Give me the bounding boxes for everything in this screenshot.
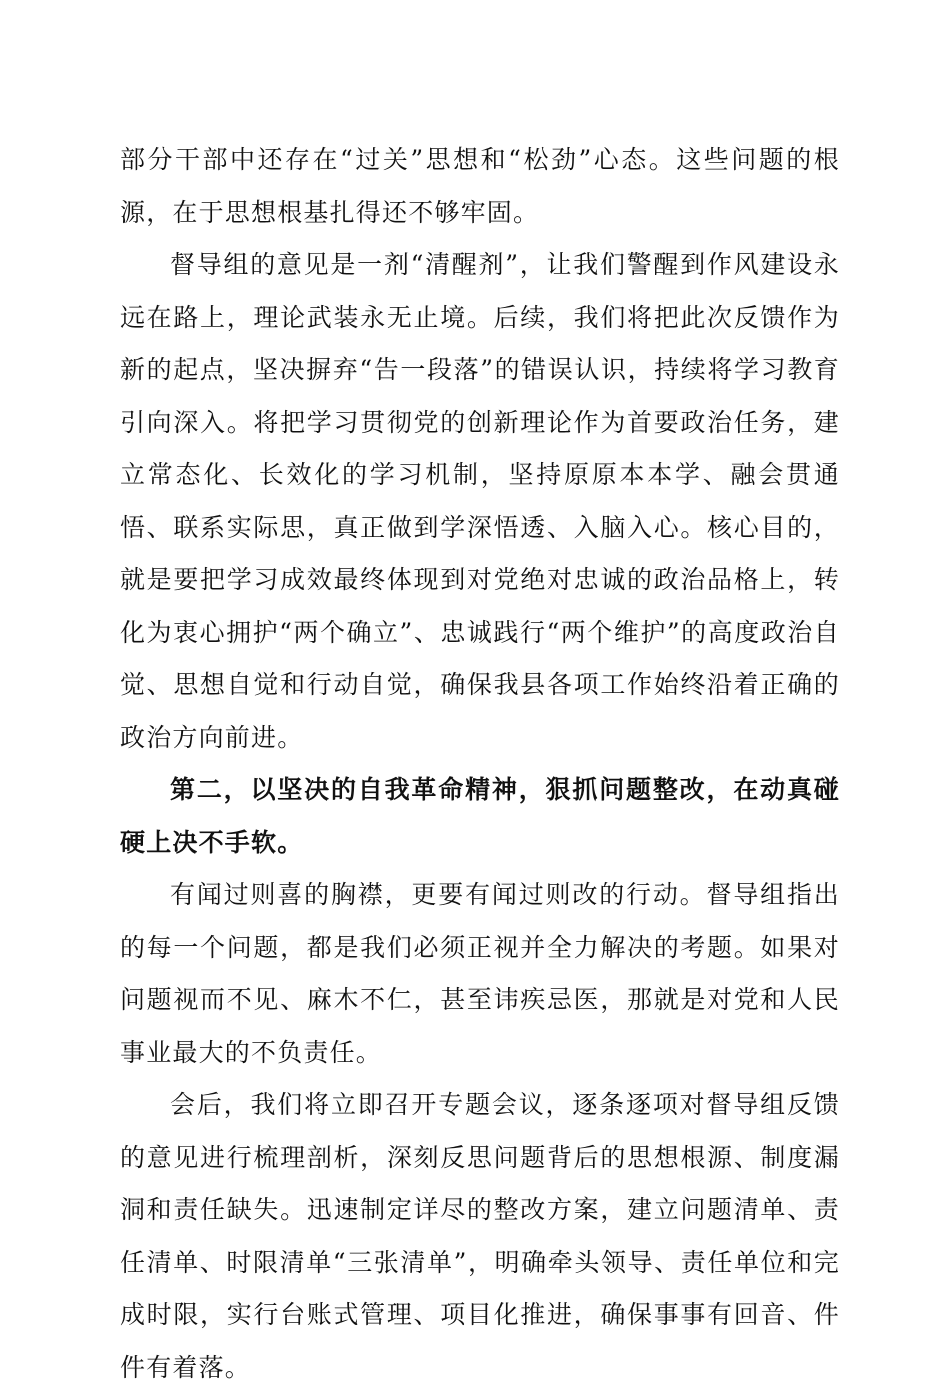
section-heading-second: 第二，以坚决的自我革命精神，狠抓问题整改，在动真碰硬上决不手软。 — [120, 775, 840, 857]
document-body — [120, 134, 840, 1394]
paragraph-rectification-plan: 会后，我们将立即召开专题会议，逐条逐项对督导组反馈的意见进行梳理剖析，深刻反思问题背后的思想根源、制度漏洞和责任缺失。迅速制定详尽的整改方案，建立问题清单、责任清单、时限清单“三张清单”，明确牵头领导、责任单位和完成时限，实行台账式管理、项目化推进，确保事事有回音、件件有着落。 — [120, 1090, 840, 1382]
paragraph-continued: 部分干部中还存在“过关”思想和“松劲”心态。这些问题的根源，在于思想根基扎得还不够牢固。 — [120, 145, 840, 227]
paragraph-problem-attitude: 有闻过则喜的胸襟，更要有闻过则改的行动。督导组指出的每一个问题，都是我们必须正视并全力解决的考题。如果对问题视而不见、麻木不仁，甚至讳疾忌医，那就是对党和人民事业最大的不负责任。 — [120, 880, 840, 1067]
paragraph-supervision-opinion: 督导组的意见是一剂“清醒剂”，让我们警醒到作风建设永远在路上，理论武装永无止境。后续，我们将把此次反馈作为新的起点，坚决摒弃“告一段落”的错误认识，持续将学习教育引向深入。将把学习贯彻党的创新理论作为首要政治任务，建立常态化、长效化的学习机制，坚持原原本本学、融会贯通悟、联系实际思，真正做到学深悟透、入脑入心。核心目的，就是要把学习成效最终体现到对党绝对忠诚的政治品格上，转化为衷心拥护“两个确立”、忠诚践行“两个维护”的高度政治自觉、思想自觉和行动自觉，确保我县各项工作始终沿着正确的政治方向前进。 — [120, 250, 840, 752]
